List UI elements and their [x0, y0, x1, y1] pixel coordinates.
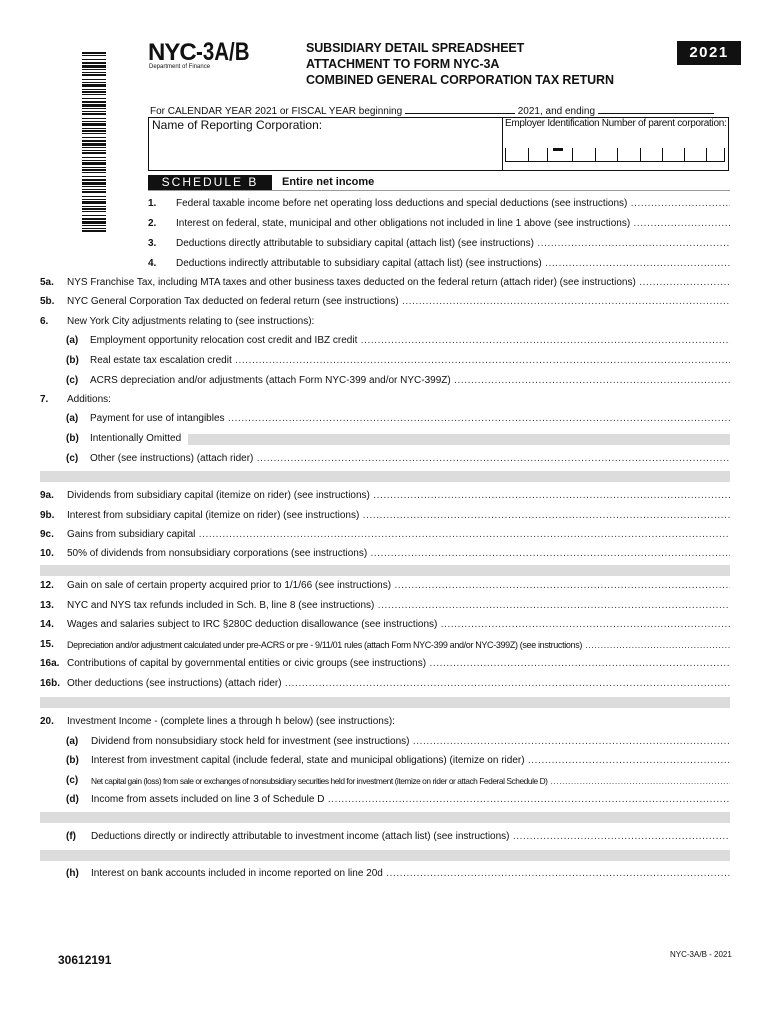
- line-20a[interactable]: [66, 733, 730, 751]
- line-5b[interactable]: [40, 293, 730, 311]
- line-number: (h): [66, 868, 79, 879]
- line-6: [40, 313, 730, 331]
- fiscal-end-field[interactable]: [598, 104, 714, 114]
- line-number: (b): [66, 355, 79, 366]
- line-number: (b): [66, 433, 79, 444]
- ein-dash: [553, 148, 563, 151]
- line-text: Federal taxable income before net operating loss deductions and special deductions (see instructions) .....: [176, 195, 730, 213]
- line-6b[interactable]: [66, 352, 730, 370]
- line-number: 20.: [40, 716, 54, 727]
- line-12[interactable]: [40, 577, 730, 595]
- line-number: 10.: [40, 548, 54, 559]
- line-number: (c): [66, 775, 79, 786]
- line-number: (a): [66, 736, 79, 747]
- line-20: [40, 713, 730, 731]
- line-5a[interactable]: [40, 274, 730, 292]
- line-text: Interest on federal, state, municipal and other obligations not included in line 1 above (see instructions) .....: [176, 215, 730, 233]
- line-20c[interactable]: [66, 772, 730, 790]
- period-middle: 2021, and ending: [517, 106, 596, 117]
- line-9b[interactable]: [40, 507, 730, 525]
- line-text: Interest from investment capital (include federal, state and municipal obligations) (itemize on rider) .....: [91, 752, 730, 770]
- line-number: 12.: [40, 580, 54, 591]
- line-number: (f): [66, 831, 76, 842]
- line-20b[interactable]: [66, 752, 730, 770]
- line-text: 50% of dividends from nonsubsidiary corporations (see instructions) .....: [67, 545, 730, 563]
- line-text: Contributions of capital by governmental entities or civic groups (see instructions) .....: [67, 655, 730, 673]
- schedule-description: Entire net income: [282, 176, 375, 188]
- line-text: NYC and NYS tax refunds included in Sch. B, line 8 (see instructions) .....: [67, 597, 730, 615]
- logo-form-number: -3A/B: [195, 38, 250, 66]
- omitted-row-shading: [40, 697, 730, 708]
- line-9c[interactable]: [40, 526, 730, 544]
- fiscal-begin-field[interactable]: [405, 104, 515, 114]
- omitted-row-shading: [40, 850, 730, 861]
- omitted-row-shading: [40, 565, 730, 576]
- line-2[interactable]: [148, 215, 730, 233]
- line-10[interactable]: [40, 545, 730, 563]
- line-number: 1.: [148, 198, 157, 209]
- line-number: (a): [66, 335, 79, 346]
- title-line-1: SUBSIDIARY DETAIL SPREADSHEET: [306, 41, 525, 55]
- ein-baseline: [505, 161, 725, 162]
- line-15[interactable]: [40, 636, 730, 654]
- line-number: 13.: [40, 600, 54, 611]
- ein-label: Employer Identification Number of parent corporation:: [505, 118, 727, 129]
- line-7a[interactable]: [66, 410, 730, 428]
- line-3[interactable]: [148, 235, 730, 253]
- period-prefix: For CALENDAR YEAR 2021 or FISCAL YEAR beginning: [150, 106, 403, 117]
- line-text: Deductions indirectly attributable to subsidiary capital (attach list) (see instructions) .....: [176, 255, 730, 273]
- form-id-number: 30612191: [58, 953, 112, 967]
- line-7: [40, 391, 730, 409]
- line-text: Interest from subsidiary capital (itemize on rider) (see instructions) .....: [67, 507, 730, 525]
- line-6a[interactable]: [66, 332, 730, 350]
- line-number: (a): [66, 413, 79, 424]
- line-text: Investment Income - (complete lines a through h below) (see instructions):: [67, 716, 395, 727]
- form-title: [306, 40, 614, 88]
- line-20f[interactable]: [66, 828, 730, 846]
- form-code: NYC-3A/B - 2021: [670, 950, 732, 959]
- line-text: Gain on sale of certain property acquired prior to 1/1/66 (see instructions) .....: [67, 577, 730, 595]
- line-text: Payment for use of intangibles .....: [90, 410, 730, 428]
- corporation-name-label: Name of Reporting Corporation:: [152, 118, 323, 132]
- line-9a[interactable]: [40, 487, 730, 505]
- line-number: 6.: [40, 316, 49, 327]
- barcode: [82, 52, 106, 232]
- line-number: 9a.: [40, 490, 54, 501]
- line-number: 5b.: [40, 296, 55, 307]
- line-number: 16b.: [40, 678, 61, 689]
- line-text: Gains from subsidiary capital .....: [67, 526, 730, 544]
- line-text: Other (see instructions) (attach rider) .....: [90, 450, 730, 468]
- line-number: 9b.: [40, 510, 55, 521]
- line-text: Intentionally Omitted: [90, 433, 182, 444]
- title-line-2: ATTACHMENT TO FORM NYC-3A: [306, 57, 500, 71]
- line-number: 5a.: [40, 277, 54, 288]
- line-text: Real estate tax escalation credit .....: [90, 352, 730, 370]
- line-20d[interactable]: [66, 791, 730, 809]
- line-text: NYC General Corporation Tax deducted on federal return (see instructions) .....: [67, 293, 730, 311]
- omitted-shading: [188, 434, 730, 445]
- line-16b[interactable]: [40, 675, 730, 693]
- line-number: (d): [66, 794, 79, 805]
- line-text: New York City adjustments relating to (see instructions):: [67, 316, 315, 327]
- line-text: Deductions directly or indirectly attributable to investment income (attach list) (see instructions) .....: [91, 828, 730, 846]
- line-text: Employment opportunity relocation cost credit and IBZ credit .....: [90, 332, 730, 350]
- omitted-row-shading: [40, 812, 730, 823]
- line-number: 15.: [40, 639, 54, 650]
- line-text: Interest on bank accounts included in income reported on line 20d .....: [91, 865, 730, 883]
- line-number: 14.: [40, 619, 54, 630]
- line-number: 4.: [148, 258, 157, 269]
- line-text: Depreciation and/or adjustment calculated under pre-ACRS or pre - 9/11/01 rules (attach Form NYC-399 and/or NYC-399Z) (see instructions) .....: [67, 636, 730, 654]
- line-number: (c): [66, 375, 79, 386]
- line-text: Other deductions (see instructions) (attach rider) .....: [67, 675, 730, 693]
- logo-nyc: NYC: [148, 39, 196, 66]
- line-4[interactable]: [148, 255, 730, 273]
- line-text: Wages and salaries subject to IRC §280C deduction disallowance (see instructions) .....: [67, 616, 730, 634]
- line-text: Net capital gain (loss) from sale or exchanges of nonsubsidiary securities held for investment (itemize on rider or attach Federal Schedule D) .....: [91, 772, 730, 790]
- line-text: Income from assets included on line 3 of Schedule D .....: [91, 791, 730, 809]
- line-number: 7.: [40, 394, 49, 405]
- line-text: Deductions directly attributable to subsidiary capital (attach list) (see instructions) .....: [176, 235, 730, 253]
- line-14[interactable]: [40, 616, 730, 634]
- logo-department: Department of Finance: [149, 64, 211, 70]
- title-line-3: COMBINED GENERAL CORPORATION TAX RETURN: [306, 73, 614, 87]
- line-number: 9c.: [40, 529, 54, 540]
- line-1[interactable]: [148, 195, 730, 213]
- line-text: Additions:: [67, 394, 111, 405]
- period-line: [150, 104, 714, 117]
- tax-year-badge: 2021: [677, 41, 741, 65]
- schedule-label: SCHEDULE B: [148, 175, 272, 190]
- schedule-divider: [148, 190, 730, 191]
- line-text: ACRS depreciation and/or adjustments (attach Form NYC-399 and/or NYC-399Z) .....: [90, 372, 730, 390]
- line-7c[interactable]: [66, 450, 730, 468]
- line-number: 2.: [148, 218, 157, 229]
- line-13[interactable]: [40, 597, 730, 615]
- nyc-logo: [148, 38, 293, 74]
- line-text: NYS Franchise Tax, including MTA taxes and other business taxes deducted on the federal return (attach rider) (see instructions) .....: [67, 274, 730, 292]
- line-number: 3.: [148, 238, 157, 249]
- omitted-row-shading: [40, 471, 730, 482]
- line-6c[interactable]: [66, 372, 730, 390]
- line-text: Dividends from subsidiary capital (itemize on rider) (see instructions) .....: [67, 487, 730, 505]
- line-20h[interactable]: [66, 865, 730, 883]
- line-number: (b): [66, 755, 79, 766]
- line-number: (c): [66, 453, 79, 464]
- line-16a[interactable]: [40, 655, 730, 673]
- line-number: 16a.: [40, 658, 60, 669]
- line-text: Dividend from nonsubsidiary stock held for investment (see instructions) .....: [91, 733, 730, 751]
